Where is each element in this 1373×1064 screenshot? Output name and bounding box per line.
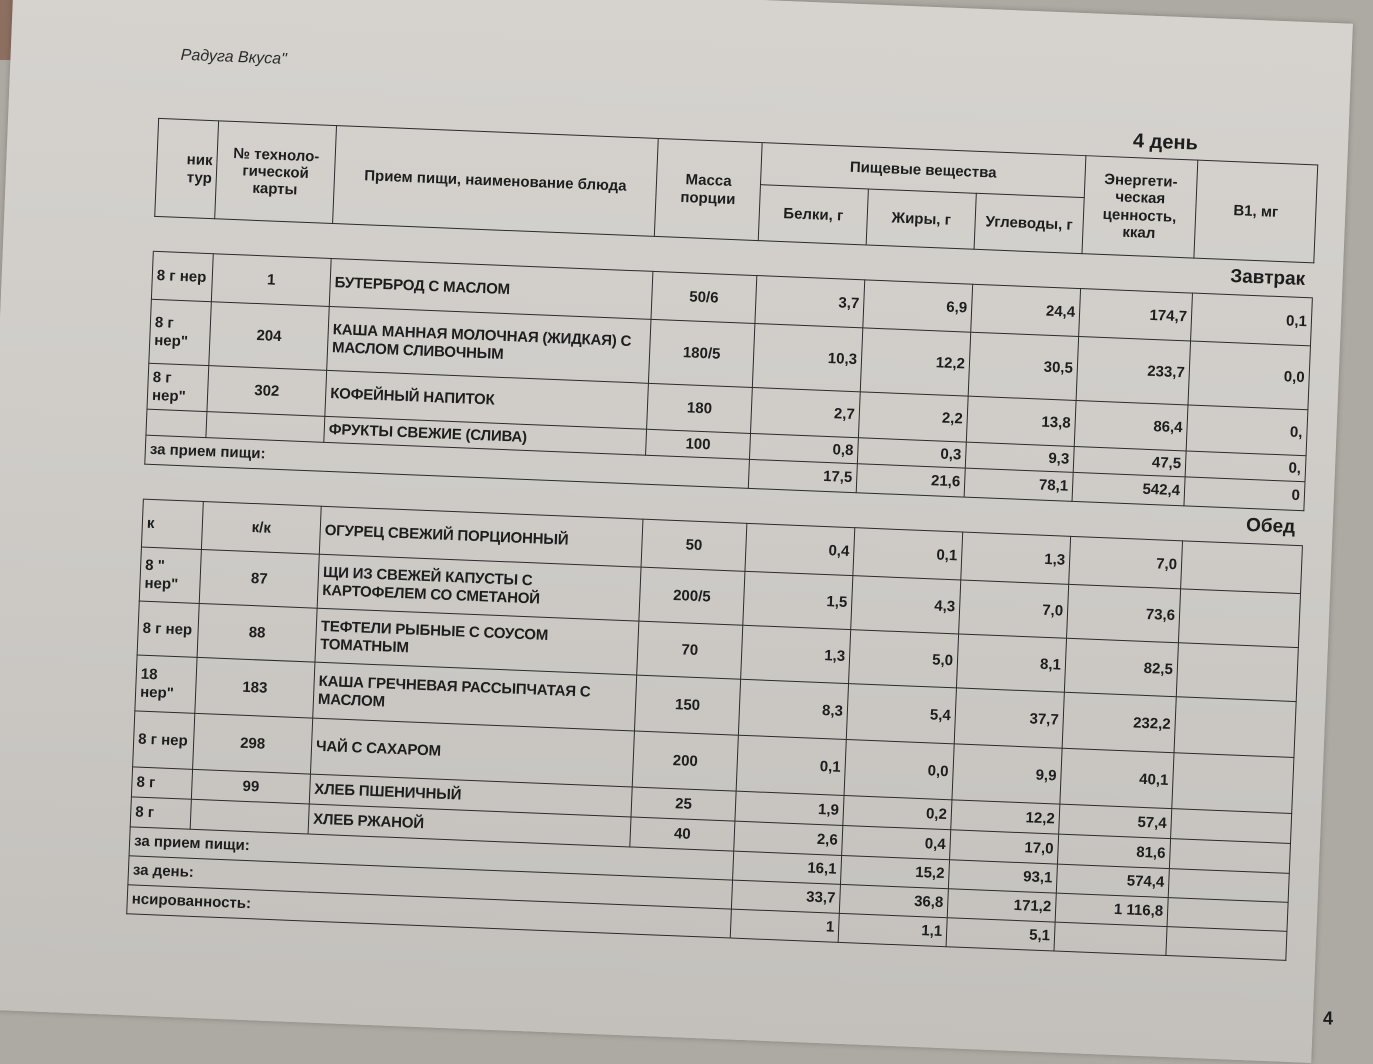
organization-name: Радуга Вкуса" [180,46,288,69]
protein-cell: 1,9 [735,791,844,825]
recipe-cell: 8 г нер [133,711,195,769]
b1-cell: 0, [1186,405,1308,456]
carbs-cell: 12,2 [951,800,1060,834]
dish-name-cell: ОГУРЕЦ СВЕЖИЙ ПОРЦИОННЫЙ [319,506,643,567]
carbs-cell: 9,3 [965,442,1074,472]
fat-cell: 0,4 [842,825,951,859]
b1-cell [1172,753,1294,814]
protein-header: Белки, г [758,185,868,245]
card-number-header: № техноло-гической карты [215,121,337,224]
lunch-total-carbs: 93,1 [948,860,1057,893]
card-number-cell: 87 [199,549,319,608]
recipe-cell: 8 г нер" [149,299,212,365]
b1-cell [1171,809,1292,844]
recipe-cell: к [141,499,203,549]
recipe-header-line1: ник [186,151,213,170]
carbs-cell: 9,9 [952,744,1062,804]
fat-header: Жиры, г [866,189,976,249]
dish-name-cell: БУТЕРБРОД С МАСЛОМ [329,258,653,319]
fat-cell: 0,0 [844,740,954,800]
mass-cell: 200 [632,731,738,791]
mass-cell: 70 [637,621,743,679]
breakfast-total-label: за прием пищи: [145,435,750,488]
dish-name-cell: ХЛЕБ РЖАНОЙ [308,804,631,847]
fat-cell: 4,3 [851,576,961,634]
energy-cell: 233,7 [1076,337,1190,405]
energy-cell: 73,6 [1067,584,1181,642]
recipe-cell: 8 г нер [151,251,213,301]
balance-b1 [1166,927,1287,961]
breakfast-total-b1: 0 [1184,477,1305,511]
recipe-cell [146,409,207,437]
fat-cell: 0,1 [853,528,963,580]
mass-cell: 200/5 [639,567,745,625]
breakfast-total-protein: 17,5 [748,459,857,492]
balance-label: нсированность: [127,885,732,938]
fat-cell: 0,2 [843,795,952,829]
mass-cell: 100 [646,429,751,459]
mass-cell: 50 [641,519,747,571]
breakfast-total-fat: 21,6 [856,464,965,497]
protein-cell: 0,8 [749,433,858,463]
dish-name-cell: КАША МАННАЯ МОЛОЧНАЯ (ЖИДКАЯ) С МАСЛОМ СЛИВОЧНЫМ [327,306,651,383]
recipe-cell: 18 нер" [135,655,197,713]
energy-cell: 57,4 [1059,804,1172,838]
dish-name-cell: ТЕФТЕЛИ РЫБНЫЕ С СОУСОМ ТОМАТНЫМ [315,608,639,675]
card-number-cell: 204 [209,302,329,371]
carbs-cell: 37,7 [954,688,1064,748]
recipe-cell: 8 г нер [137,601,199,657]
day-total-carbs: 171,2 [947,889,1056,922]
lunch-total-fat: 15,2 [840,855,949,888]
menu-document [125,36,1333,1029]
carbs-header: Углеводы, г [974,193,1084,253]
recipe-cell: 8 г [131,767,192,799]
card-number-cell: 302 [207,366,327,417]
nutrients-header: Пищевые вещества [760,143,1085,198]
mass-header: Масса порции [654,138,762,240]
fat-cell: 5,4 [846,684,956,744]
b1-cell [1178,589,1300,648]
fat-cell: 0,3 [857,438,966,468]
balance-protein: 1 [730,909,839,942]
carbs-cell: 24,4 [971,284,1081,336]
lunch-title: Обед [143,464,1303,546]
card-number-cell: 88 [197,603,317,662]
breakfast-total-carbs: 78,1 [964,468,1073,501]
recipe-cell: 8 г [130,797,191,829]
energy-cell: 40,1 [1060,748,1174,808]
b1-cell [1176,643,1298,702]
balance-energy [1054,922,1167,955]
energy-cell: 81,6 [1057,834,1170,868]
b1-cell: 0,0 [1188,341,1310,410]
card-number-cell: 1 [211,254,331,307]
meal-dish-header: Прием пищи, наименование блюда [333,126,659,237]
carbs-cell: 7,0 [959,580,1069,638]
breakfast-title: Завтрак [153,216,1313,298]
breakfast-total-energy: 542,4 [1072,472,1185,505]
carbs-cell: 17,0 [950,830,1059,864]
day-total-fat: 36,8 [839,884,948,917]
protein-cell: 10,3 [752,324,862,392]
b1-cell [1174,697,1296,758]
balance-fat: 1,1 [838,913,947,946]
mass-cell: 180/5 [648,319,754,387]
protein-cell: 2,6 [734,821,843,855]
fat-cell: 6,9 [863,280,973,332]
fat-cell: 2,2 [858,392,968,442]
mass-cell: 25 [631,787,736,821]
fat-cell: 12,2 [860,328,970,396]
carbs-cell: 8,1 [956,634,1066,692]
protein-cell: 1,5 [743,571,853,629]
dish-name-cell: ХЛЕБ ПШЕНИЧНЫЙ [309,774,632,817]
recipe-header-line2: тур [186,168,213,187]
energy-cell: 47,5 [1073,446,1186,476]
balance-carbs: 5,1 [946,918,1055,951]
card-number-cell: к/к [201,502,321,555]
protein-cell: 0,1 [736,735,846,795]
fat-cell: 5,0 [849,630,959,688]
lunch-total-protein: 16,1 [733,851,842,884]
protein-cell: 3,7 [755,276,865,328]
menu-table [126,118,1318,961]
recipe-cell: 8 г нер" [147,363,209,411]
day-total-energy: 1 116,8 [1055,893,1168,926]
protein-cell: 0,4 [745,523,855,575]
recipe-header [155,118,219,218]
energy-cell: 86,4 [1074,400,1188,450]
lunch-total-energy: 574,4 [1056,864,1169,897]
mass-cell: 180 [647,383,753,433]
dish-name-cell: ЧАЙ С САХАРОМ [310,718,634,787]
card-number-cell: 99 [191,769,310,804]
dish-name-cell: КОФЕЙНЫЙ НАПИТОК [325,370,649,429]
day-total-protein: 33,7 [731,880,840,913]
card-number-cell [190,799,309,834]
dish-name-cell: ЩИ ИЗ СВЕЖЕЙ КАПУСТЫ С КАРТОФЕЛЕМ СО СМЕТАНОЙ [317,554,641,621]
energy-cell: 232,2 [1062,692,1176,752]
mass-cell: 40 [630,817,735,851]
carbs-cell: 13,8 [966,396,1076,446]
energy-header: Энергети-ческая ценность, ккал [1082,156,1198,258]
b1-cell: 0, [1185,451,1306,482]
protein-cell: 1,3 [741,625,851,683]
protein-cell: 8,3 [738,679,848,739]
b1-cell [1181,541,1303,594]
day-total-label: за день: [128,856,733,909]
energy-cell: 174,7 [1079,289,1193,341]
carbs-cell: 30,5 [968,332,1078,400]
energy-cell: 82,5 [1064,638,1178,696]
lunch-total-label: за прием пищи: [129,827,734,880]
carbs-cell: 1,3 [961,532,1071,584]
card-number-cell: 298 [193,713,313,774]
card-number-cell: 183 [195,657,315,718]
recipe-cell: 8 " нер" [139,547,201,603]
dish-name-cell: ФРУКТЫ СВЕЖИЕ (СЛИВА) [324,416,647,455]
energy-cell: 7,0 [1069,536,1183,588]
mass-cell: 50/6 [651,271,757,323]
day-title: 4 день [1132,130,1199,155]
mass-cell: 150 [634,675,740,735]
b1-header: В1, мг [1194,160,1318,263]
b1-cell [1169,839,1290,874]
dish-name-cell: КАША ГРЕЧНЕВАЯ РАССЫПЧАТАЯ С МАСЛОМ [313,662,637,731]
protein-cell: 2,7 [750,387,860,437]
b1-cell: 0,1 [1191,293,1313,346]
page-number: 4 [1322,1008,1333,1029]
